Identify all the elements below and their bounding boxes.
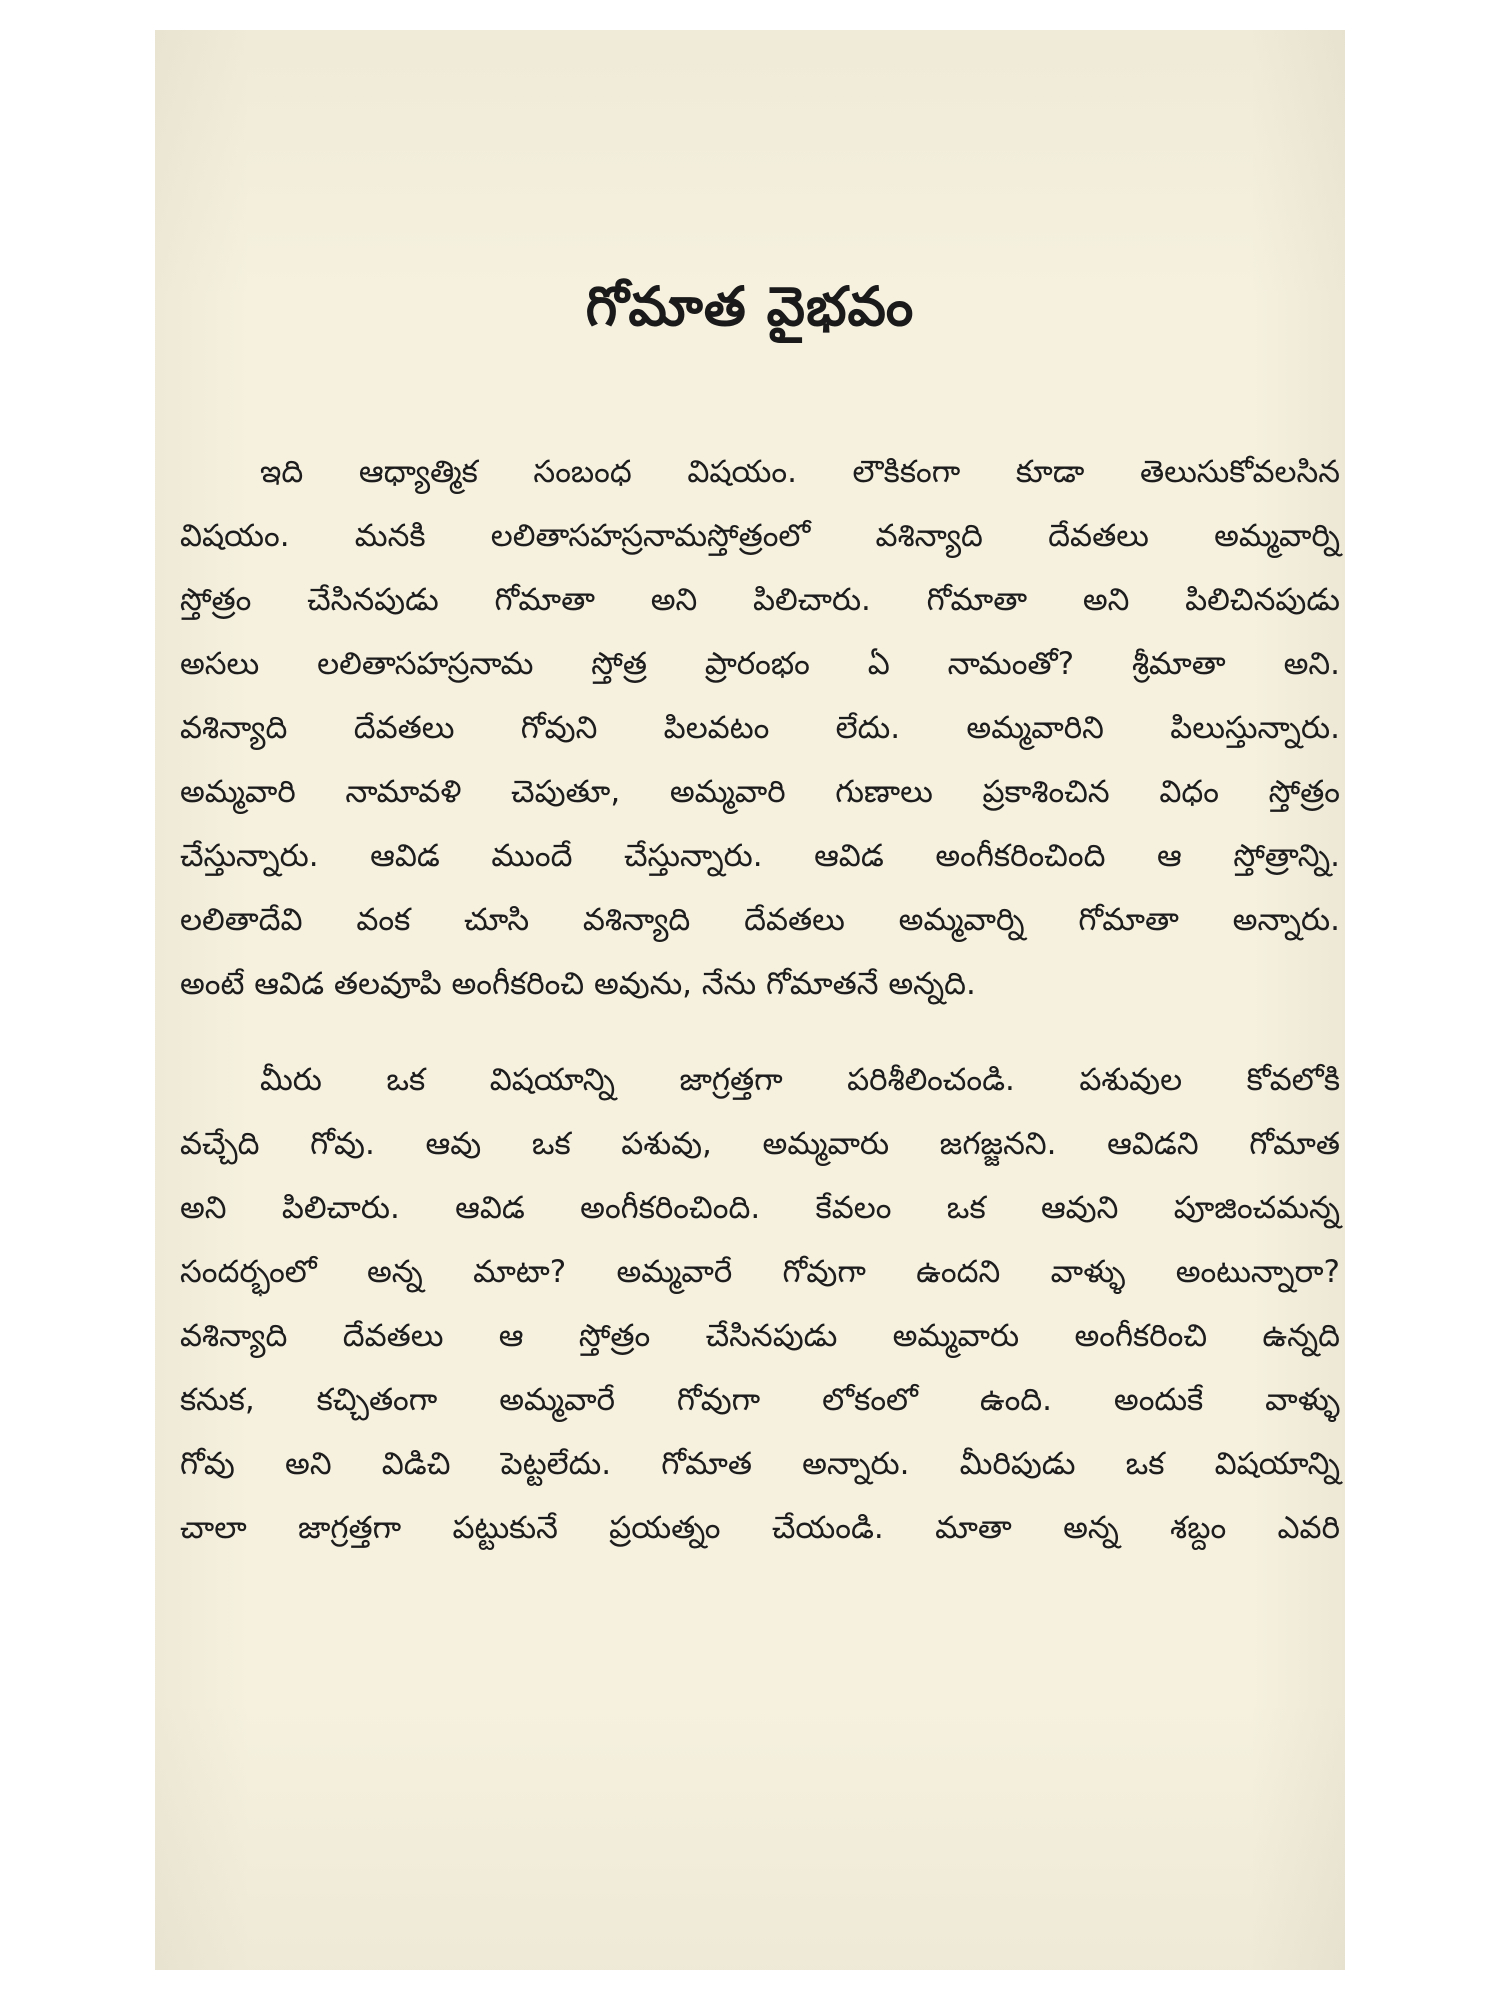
paragraph-1	[180, 440, 1340, 1016]
text-line: సందర్భంలో అన్న మాటా? అమ్మవారే గోవుగా ఉందని వాళ్ళు అంటున్నారా?	[180, 1254, 1340, 1290]
text-line: మీరు ఒక విషయాన్ని జాగ్రత్తగా పరిశీలించండి. పశువుల కోవలోకి	[260, 1062, 1340, 1098]
text-line: స్తోత్రం చేసినపుడు గోమాతా అని పిలిచారు. గోమాతా అని పిలిచినపుడు	[180, 582, 1340, 618]
text-line: అంటే ఆవిడ తలవూపి అంగీకరించి అవును, నేను గోమాతనే అన్నది.	[180, 966, 976, 1002]
paragraph-2	[180, 1048, 1340, 1560]
text-line: అని పిలిచారు. ఆవిడ అంగీకరించింది. కేవలం ఒక ఆవుని పూజించమన్న	[180, 1190, 1340, 1226]
text-line: వశిన్యాది దేవతలు గోవుని పిలవటం లేదు. అమ్మవారిని పిలుస్తున్నారు.	[180, 710, 1340, 746]
text-line: ఇది ఆధ్యాత్మిక సంబంధ విషయం. లౌకికంగా కూడా తెలుసుకోవలసిన	[260, 454, 1340, 490]
text-line: లలితాదేవి వంక చూసి వశిన్యాది దేవతలు అమ్మవార్ని గోమాతా అన్నారు.	[180, 902, 1340, 938]
book-page	[155, 30, 1345, 1970]
text-line: గోవు అని విడిచి పెట్టలేదు. గోమాత అన్నారు. మీరిపుడు ఒక విషయాన్ని	[180, 1446, 1340, 1482]
text-line: చాలా జాగ్రత్తగా పట్టుకునే ప్రయత్నం చేయండి. మాతా అన్న శబ్దం ఎవరి	[180, 1510, 1340, 1546]
text-line: అమ్మవారి నామావళి చెపుతూ, అమ్మవారి గుణాలు ప్రకాశించిన విధం స్తోత్రం	[180, 774, 1340, 810]
paragraph-spacer	[180, 1016, 1340, 1048]
text-line: వచ్చేది గోవు. ఆవు ఒక పశువు, అమ్మవారు జగజ్జనని. ఆవిడని గోమాత	[180, 1126, 1340, 1162]
body-text	[180, 440, 1340, 1560]
text-line: అసలు లలితాసహస్రనామ స్తోత్ర ప్రారంభం ఏ నామంతో? శ్రీమాతా అని.	[180, 646, 1340, 682]
text-line: కనుక, కచ్చితంగా అమ్మవారే గోవుగా లోకంలో ఉంది. అందుకే వాళ్ళు	[180, 1382, 1340, 1418]
page-title: గోమాత వైభవం	[585, 275, 915, 338]
text-line: చేస్తున్నారు. ఆవిడ ముందే చేస్తున్నారు. ఆవిడ అంగీకరించింది ఆ స్తోత్రాన్ని.	[180, 838, 1340, 874]
text-line: వశిన్యాది దేవతలు ఆ స్తోత్రం చేసినపుడు అమ్మవారు అంగీకరించి ఉన్నది	[180, 1318, 1340, 1354]
text-line: విషయం. మనకి లలితాసహస్రనామస్తోత్రంలో వశిన్యాది దేవతలు అమ్మవార్ని	[180, 518, 1340, 554]
